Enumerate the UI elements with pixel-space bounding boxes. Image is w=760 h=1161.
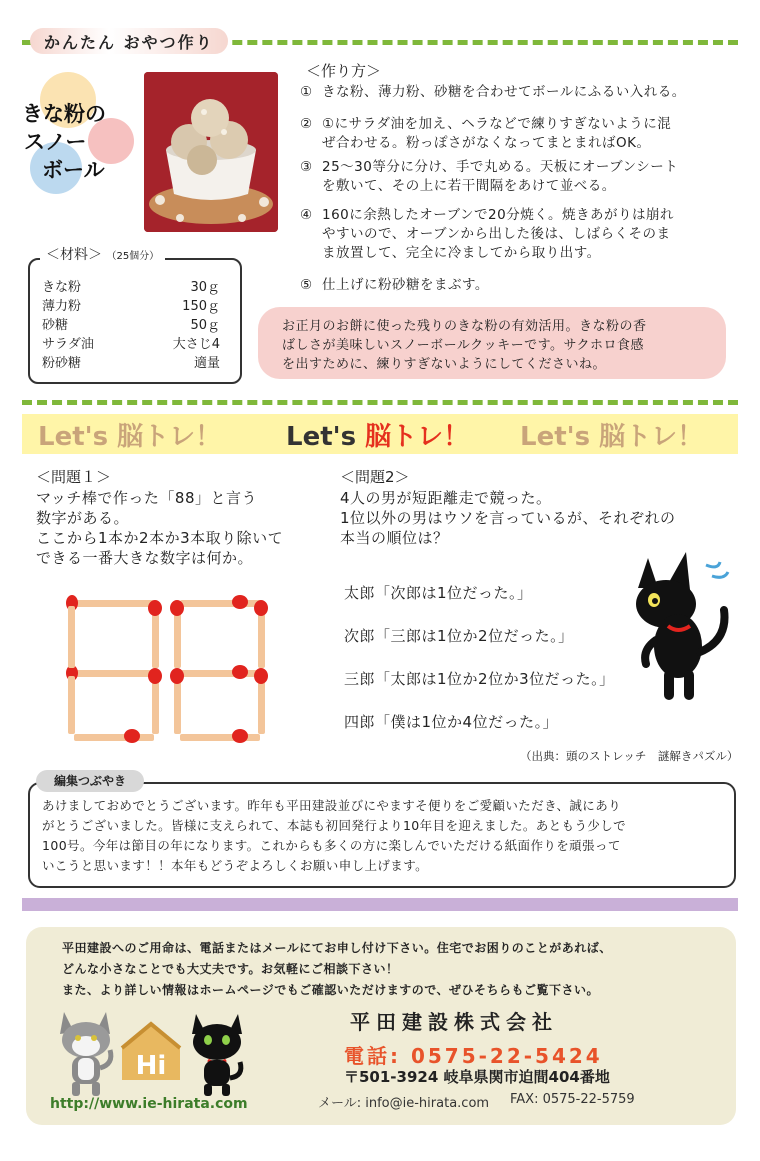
ingredient-row: 薄力粉 150ｇ [42, 299, 220, 314]
ingredient-row: きな粉 30ｇ [42, 280, 220, 295]
hirata-house-logo [118, 1018, 184, 1084]
black-cat-mascot [186, 1010, 248, 1098]
quiz-source: （出典：頭のストレッチ 謎解きパズル） [520, 749, 739, 763]
matchstick-head [254, 600, 268, 616]
matchstick [74, 600, 154, 607]
phone-number: 電話: 0575-22-5424 [344, 1044, 603, 1068]
matchstick [68, 676, 75, 734]
ingredient-row: 砂糖 50ｇ [42, 318, 220, 333]
statement-saburo: 三郎「太郎は1位か2位か3位だった。」 [344, 670, 615, 688]
section-title: かんたん おやつ作り [30, 28, 228, 54]
logo-letters: Hi [135, 1051, 167, 1081]
recipe-note: お正月のお餅に使った残りのきな粉の有効活用。きな粉の香 ばしさが美味しいスノーボールクッキーです。サクホロ食感 を出すために、練りすぎないようにしてくださいね。 [258, 307, 726, 379]
footer-message: 平田建設へのご用命は、電話またはメールにてお申し付け下さい。住宅でお困りのことがあれば、 どんな小さなことでも大丈夫です。お気軽にご相談下さい！ また、より詳しい情報はホームページでもご確認いただけますので、ぜひそちらもご覧下さい。 [62, 941, 612, 997]
purple-divider [22, 898, 738, 911]
matchstick-head [148, 600, 162, 616]
brain-training-banner [22, 414, 738, 454]
editor-text: あけましておめでとうございます。昨年も平田建設並びにやますそ便りをご愛顧いただき、誠にあり がとうございました。皆様に支えられて、本誌も初回発行より10年目を迎えました。あともう少しで 100号。今年は節目の年になります。これからも多くの方に楽しんでいただける紙面作りを頑張って いこうと思います！！本年もどうぞよろしくお願い申し上げます。 [42, 798, 627, 873]
recipe-step-3: ③ 25～30等分に分け、手で丸める。天板にオーブンシート を敷いて、その上に若干間隔をあけて並べる。 [300, 159, 679, 194]
fax-number: FAX: 0575-22-5759 [510, 1092, 635, 1107]
recipe-step-2: ② ①にサラダ油を加え、ヘラなどで練りすぎないように混 ぜ合わせる。粉っぽさがなくなってまとまればOK。 [300, 116, 672, 151]
tabby-cat-mascot [54, 1006, 118, 1098]
matchstick-head [124, 729, 140, 743]
company-address: 〒501-3924 岐阜県関市迫間404番地 [344, 1068, 610, 1086]
matchstick [74, 734, 154, 741]
banner-text-right: Let's 脳トレ！ [520, 422, 704, 452]
matchstick-head [148, 668, 162, 684]
matchstick [74, 670, 154, 677]
website-link[interactable]: http://www.ie-hirata.com [50, 1096, 248, 1112]
matchstick [258, 676, 265, 734]
banner-text-center: Let's 脳トレ！ [286, 422, 470, 452]
matchstick-88-figure [60, 592, 280, 752]
question-1-text: マッチ棒で作った「88」と言う 数字がある。 ここから1本か2本か3本取り除いて できる一番大きな数字は何か。 [36, 489, 284, 567]
matchstick [180, 734, 260, 741]
snowball-photo [144, 72, 278, 232]
statement-shiro: 四郎「僕は1位か4位だった。」 [344, 713, 559, 731]
matchstick-head [254, 668, 268, 684]
matchstick [180, 670, 260, 677]
question-2-text: 4人の男が短距離走で競った。 1位以外の男はウソを言っているが、それぞれの 本当の順位は？ [340, 489, 676, 547]
editor-label: 編集つぶやき [36, 770, 144, 792]
matchstick-head [170, 600, 184, 616]
snowball-cookies-image [144, 72, 278, 232]
black-cat-illustration [628, 540, 738, 710]
ingredient-row: サラダ油 大さじ4 [42, 337, 220, 352]
howto-title: ＜作り方＞ [306, 62, 382, 80]
company-name: 平田建設株式会社 [350, 1010, 558, 1034]
matchstick [152, 676, 159, 734]
ingredient-row: 粉砂糖 適量 [42, 356, 220, 371]
matchstick [180, 600, 260, 607]
recipe-step-4: ④ 160に余熱したオーブンで20分焼く。焼きあがりは崩れ やすいので、オーブンから出した後は、しばらくそのま ま放置して、完全に冷ましてから取り出す。 [300, 207, 674, 261]
email-address: メール: info@ie-hirata.com [318, 1096, 490, 1111]
statement-jiro: 次郎「三郎は1位か2位だった。」 [344, 627, 574, 645]
statement-taro: 太郎「次郎は1位だった。」 [344, 584, 533, 602]
middle-dashed-divider [22, 400, 738, 405]
matchstick-head [232, 665, 248, 679]
matchstick-head [232, 595, 248, 609]
question-1-title: ＜問題１＞ [36, 468, 112, 486]
matchstick [174, 676, 181, 734]
ingredients-title: ＜材料＞ （25個分） [40, 244, 165, 264]
question-2-title: ＜問題2＞ [340, 468, 410, 486]
banner-text-left: Let's 脳トレ！ [38, 422, 222, 452]
recipe-step-1: ① きな粉、薄力粉、砂糖を合わせてボールにふるい入れる。 [300, 84, 686, 100]
recipe-step-5: ⑤ 仕上げに粉砂糖をまぶす。 [300, 277, 489, 293]
recipe-name: きな粉の スノー ボール [22, 102, 106, 182]
matchstick-head [170, 668, 184, 684]
matchstick-head [232, 729, 248, 743]
matchstick [68, 606, 75, 668]
